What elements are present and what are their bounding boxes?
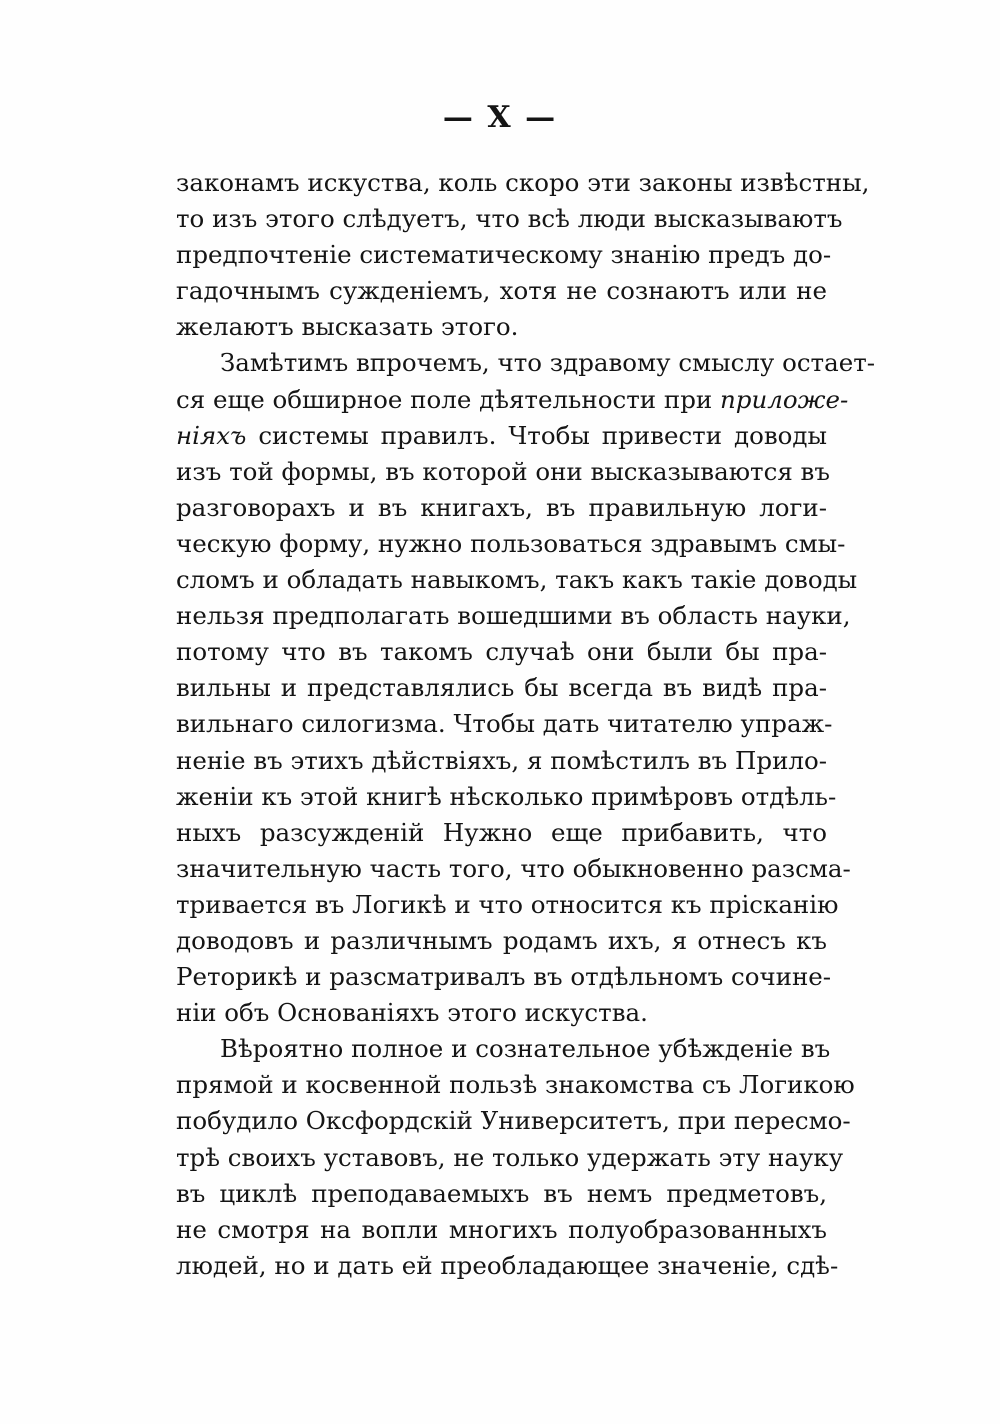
text-line: Замѣтимъ впрочемъ, что здравому смыслу остает- (220, 348, 876, 378)
text-line: значительную часть того, что обыкновенно разсма- (176, 853, 851, 883)
text-line: потому что въ такомъ случаѣ они были бы пра- (176, 637, 827, 667)
text-line: то изъ этого слѣдуетъ, что всѣ люди высказываютъ (176, 204, 843, 234)
text-line: законамъ искуства, коль скоро эти законы извѣстны, (176, 168, 870, 197)
italic-word: приложе- (720, 384, 849, 414)
text-line: нельзя предполагать вошедшими въ область науки, (176, 601, 851, 631)
text-line: неніе въ этихъ дѣйствіяхъ, я помѣстилъ въ Прило- (176, 745, 827, 775)
text-line: въ циклѣ преподаваемыхъ въ немъ предметовъ, (176, 1178, 827, 1208)
page-header-roman-numeral: — X — (442, 100, 558, 135)
text-line: предпочтеніе систематическому знанію предъ до- (176, 240, 832, 270)
text-line: не смотря на вопли многихъ полуобразованныхъ (176, 1214, 827, 1244)
text-line: прямой и косвенной пользѣ знакомства съ Логикою (176, 1070, 855, 1100)
text-line: ческую форму, нужно пользоваться здравымъ смы- (176, 528, 846, 558)
text-line: ныхъ разсужденій Нужно еще прибавить, что (176, 817, 827, 847)
text-line: побудило Оксфордскій Университетъ, при пересмо- (176, 1106, 851, 1136)
text-line: сломъ и обладать навыкомъ, такъ какъ такіе доводы (176, 565, 858, 595)
text-line: тривается въ Логикѣ и что относится къ прісканію (176, 889, 839, 919)
text-line: женіи къ этой книгѣ нѣсколько примѣровъ отдѣль- (176, 781, 837, 811)
text-line: желаютъ высказать этого. (176, 312, 519, 342)
text-segment: системы правилъ. Чтобы привести доводы (246, 420, 827, 450)
text-line: ніи объ Основаніяхъ этого искуства. (176, 998, 648, 1028)
text-line: вильны и представлялись бы всегда въ видѣ пра- (176, 673, 827, 703)
text-line-with-italic (176, 382, 849, 418)
text-line: гадочнымъ сужденіемъ, хотя не сознаютъ или не (176, 276, 827, 306)
text-line: вильнаго силогизма. Чтобы дать читателю упраж- (176, 709, 833, 739)
text-line: трѣ своихъ уставовъ, не только удержать эту науку (176, 1142, 844, 1172)
text-line: людей, но и дать ей преобладающее значеніе, сдѣ- (176, 1250, 839, 1280)
text-line (176, 418, 827, 454)
text-line: Реторикѣ и разсматривалъ въ отдѣльномъ сочине- (176, 962, 832, 992)
text-line: разговорахъ и въ книгахъ, въ правильную логи- (176, 492, 827, 522)
paragraph-1 (176, 165, 870, 345)
paragraph-2 (176, 345, 876, 1031)
text-line: Вѣроятно полное и сознательное убѣжденіе въ (220, 1034, 831, 1064)
text-line: изъ той формы, въ которой они высказываются въ (176, 456, 830, 486)
text-line: доводовъ и различнымъ родамъ ихъ, я отнесъ къ (176, 925, 827, 955)
italic-word-continuation: ніяхъ (176, 420, 247, 450)
page-body-text (176, 165, 876, 1284)
paragraph-3 (176, 1031, 855, 1284)
text-segment: ся еще обширное поле дѣятельности при (176, 384, 713, 414)
